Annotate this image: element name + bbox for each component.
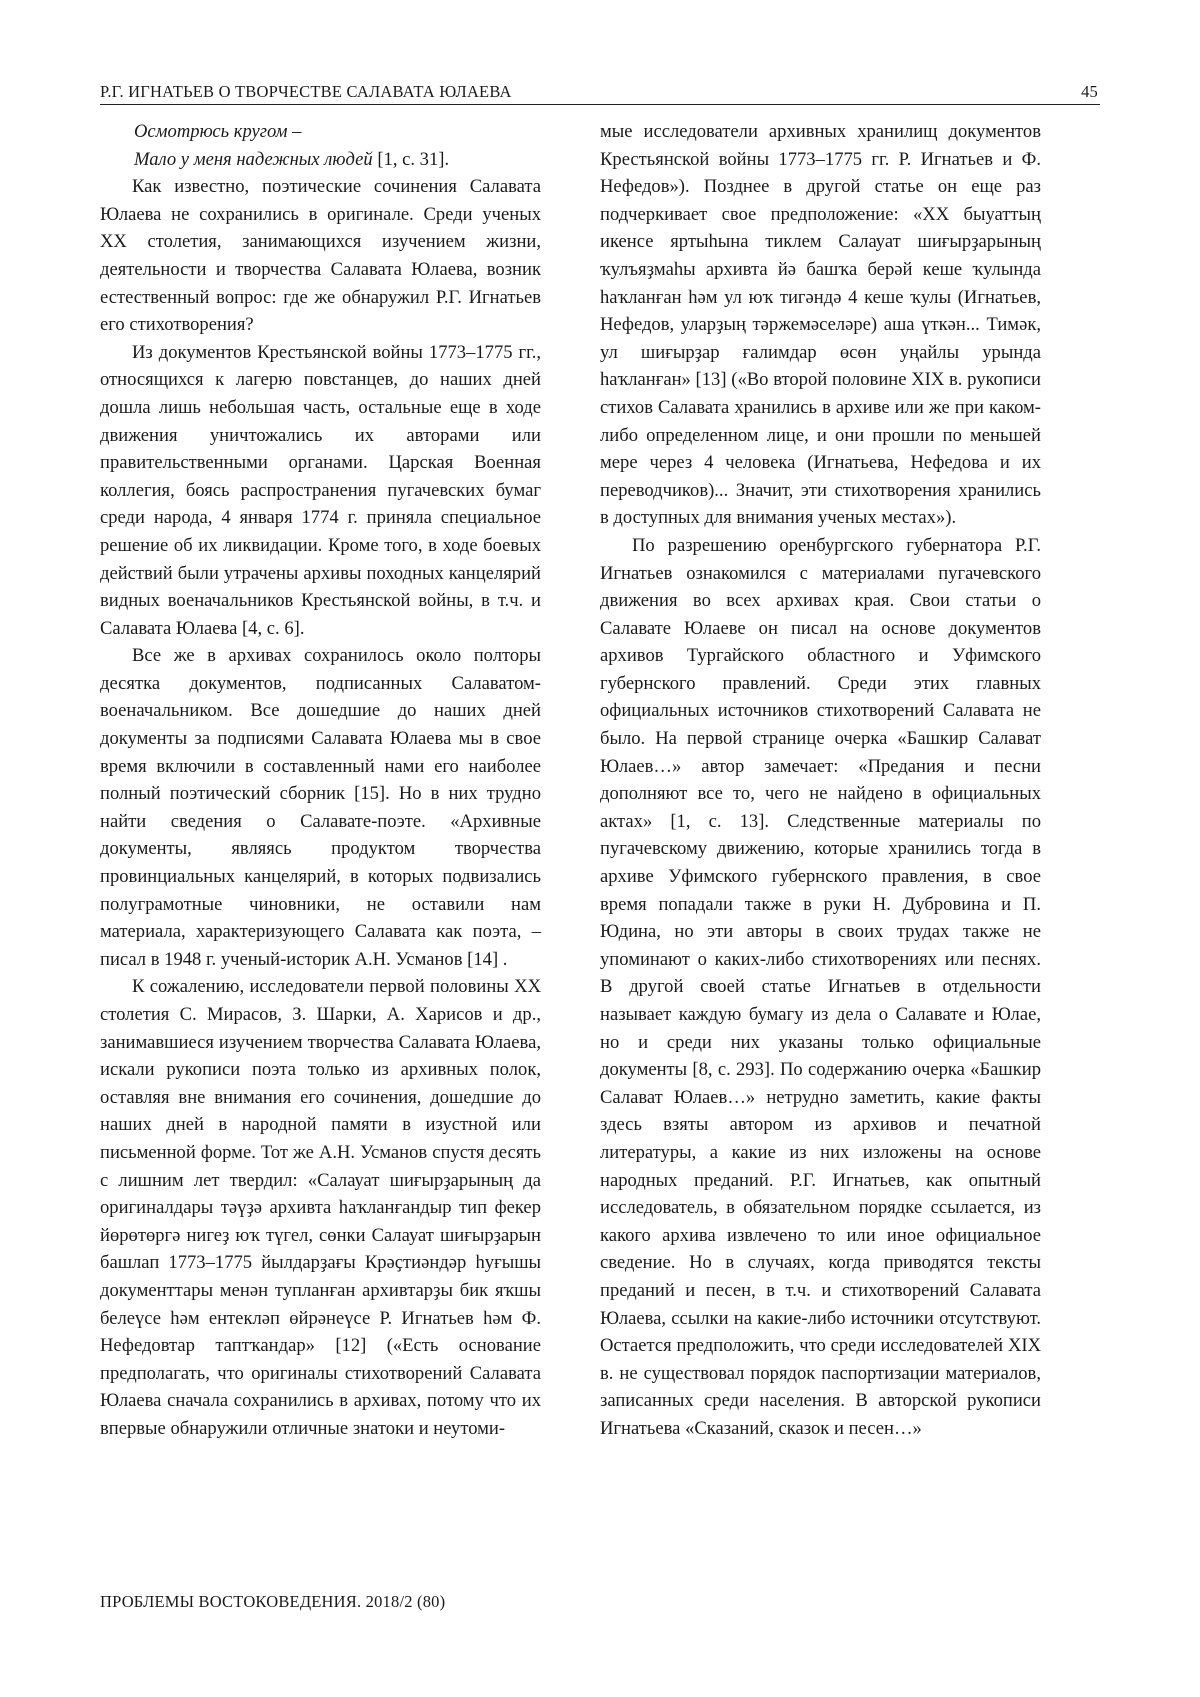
left-column bbox=[100, 118, 541, 1443]
running-title: Р.Г. ИГНАТЬЕВ О ТВОРЧЕСТВЕ САЛАВАТА ЮЛАЕВА bbox=[100, 82, 512, 101]
citation: [1, с. 31]. bbox=[372, 148, 450, 170]
page-footer: ПРОБЛЕМЫ ВОСТОКОВЕДЕНИЯ. 2018/2 (80) bbox=[100, 1592, 446, 1611]
page-number: 45 bbox=[1081, 82, 1098, 101]
paragraph: По разрешению оренбургского губернатора Р.Г. Игнатьев ознакомился с материалами пугачевского движения во всех архивах края. Свои статьи о Салавате Юлаеве он писал на основе документов архивов Тургайского областного и Уфимского губернского правлений. Среди этих главных официальных источников стихотворений Салавата не было. На первой странице очерка «Башкир Салават Юлаев…» автор замечает: «Предания и песни дополняют все то, чего не найдено в официальных актах» [1, с. 13]. Следственные материалы по пугачевскому движению, которые хранились тогда в архиве Уфимского губернского правления, в свое время попадали также в руки Н. Дубровина и П. Юдина, но эти авторы в своих трудах также не упоминают о каких-либо стихотворениях или песнях. В другой своей статье Игнатьев в отдельности называет каждую бумагу из дела о Салавате и Юлае, но и среди них указаны только официальные документы [8, с. 293]. По содержанию очерка «Башкир Салават Юлаев…» нетрудно заметить, какие факты здесь взяты автором из архивов и печатной литературы, а какие из них изложены на основе народных преданий. Р.Г. Игнатьев, как опытный исследователь, в обязательном порядке ссылается, из какого архива извлечено то или иное официальное сведение. Но в случаях, когда приводятся тексты преданий и песен, в т.ч. и стихотворений Салавата Юлаева, ссылки на какие-либо источники отсутствуют. Остается предположить, что среди исследователей XIX в. не существовал порядок паспортизации материалов, записанных среди населения. В авторской рукописи Игнатьева «Сказаний, сказок и песен…» bbox=[600, 534, 1041, 1439]
paragraph: Как известно, поэтические сочинения Салавата Юлаева не сохранились в оригинале. Среди ученых XX столетия, занимающихся изучением жизни, деятельности и творчества Салавата Юлаева, возник естественный вопрос: где же обнаружил Р.Г. Игнатьев его стихотворения? bbox=[100, 176, 541, 336]
page-header bbox=[100, 74, 1100, 105]
verse-line: Осмотрюсь кругом – bbox=[134, 121, 302, 142]
paragraph: Все же в архивах сохранилось около полторы десятка документов, подписанных Салаватом-военачальником. Все дошедшие до наших дней документы за подписями Салавата Юлаева мы в свое время включили в составленный нами его наиболее полный поэтический сборник [15]. Но в них трудно найти сведения о Салавате-поэте. «Архивные документы, являясь продуктом творчества провинциальных канцелярий, в которых подвизались полуграмотные чиновники, не оставили нам материала, характеризующего Салавата как поэта, – писал в 1948 г. ученый-историк А.Н. Усманов [14] . bbox=[100, 645, 541, 970]
paragraph-continued: мые исследователи архивных хранилищ документов Крестьянской войны 1773–1775 гг. Р. Игнатьев и Ф. Нефедов»). Позднее в другой статье он еще раз подчеркивает свое предположение: «XX быуаттың икенсе яртыһына тиклем Салауат шиғырҙарының ҡулъяҙмаһы архивта йә башҡа берәй кеше ҡулында һаҡланған һәм ул юҡ тигәндә 4 кеше ҡулы (Игнатьев, Нефедов, уларҙың тәржемәселәре) аша үткән... Тимәк, ул шиғырҙар ғалимдар өсөн уңайлы урында һаҡланған» [13] («Во второй половине XIX в. рукописи стихов Салавата хранились в архиве или же при каком-либо определенном лице, и они прошли по меньшей мере через 4 человека (Игнатьева, Нефедова и их переводчиков)... Значит, эти стихотворения хранились в доступных для внимания ученых местах»). bbox=[600, 121, 1041, 529]
paragraph: Из документов Крестьянской войны 1773–1775 гг., относящихся к лагерю повстанцев, до наших дней дошла лишь небольшая часть, остальные еще в ходе движения уничтожались их авторами или правительственными органами. Царская Военная коллегия, боясь распространения пугачевских бумаг среди народа, 4 января 1774 г. приняла специальное решение об их ликвидации. Кроме того, в ходе боевых действий были утрачены архивы походных канцелярий видных военачальников Крестьянской войны, в т.ч. и Салавата Юлаева [4, с. 6]. bbox=[100, 341, 541, 639]
verse-line: Мало у меня надежных людей bbox=[134, 148, 373, 170]
paragraph: К сожалению, исследователи первой половины XX столетия С. Мирасов, З. Шарки, А. Харисов и др., занимавшиеся изучением творчества Салавата Юлаева, искали рукописи поэта только из архивных полок, оставляя вне внимания его сочинения, дошедшие до наших дней в народной памяти в изустной или письменной форме. Тот же А.Н. Усманов спустя десять с лишним лет твердил: «Салауат шиғырҙарының да оригиналдары тәүҙә архивта һаҡланғандыр тип фекер йөрөтөргә нигеҙ юҡ түгел, сөнки Салауат шиғырҙарын башлап 1773–1775 йылдарҙағы Крәҫтиәндәр һуғышы документтары менән тупланған архивтарҙы бик яҡшы белеүсе һәм ентекләп өйрәнеүсе Р. Игнатьев һәм Ф. Нефедовтар таптҡандар» [12] («Есть основание предполагать, что оригиналы стихотворений Салавата Юлаева сначала сохранились в архивах, потому что их впервые обнаружили отличные знатоки и неутоми- bbox=[100, 976, 541, 1439]
right-column bbox=[600, 118, 1041, 1443]
verse-quote bbox=[100, 118, 541, 173]
